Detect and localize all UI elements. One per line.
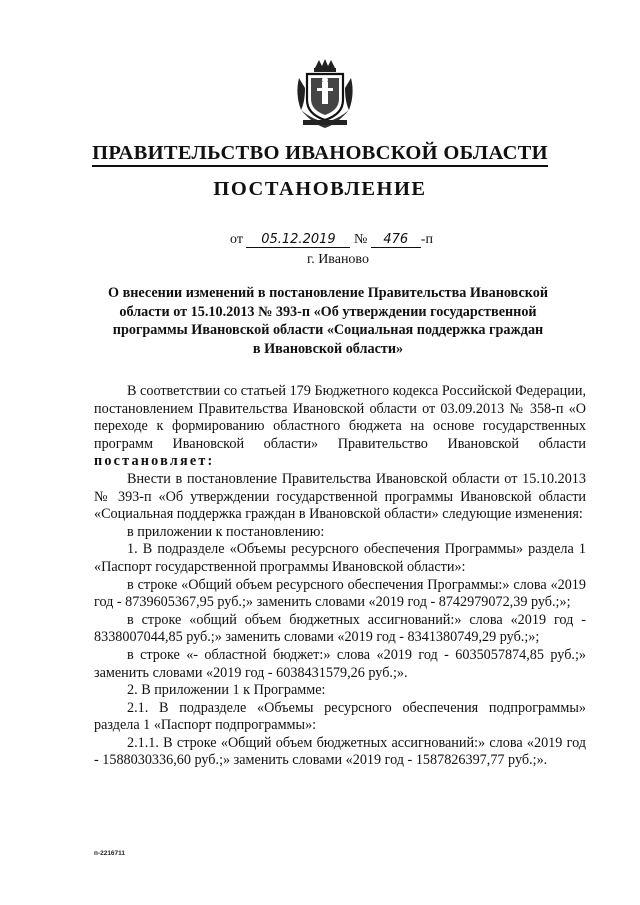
paragraph: Внести в постановление Правительства Ивановской области от 15.10.2013 № 393-п «Об утверждении государственной программы Ивановской области «Социальная поддержка граждан в Ивановской области» следующие изменения: <box>94 470 586 523</box>
paragraph: в строке «общий объем бюджетных ассигнований:» слова «2019 год - 8338007044,85 руб.;» заменить словами «2019 год - 8341380749,29 руб.;»; <box>94 611 586 646</box>
paragraph: 1. В подразделе «Объемы ресурсного обеспечения Программы» раздела 1 «Паспорт государственной программы Ивановской области»: <box>94 541 586 575</box>
document-code: п-2216711 <box>94 850 126 857</box>
paragraph: 2. В приложении 1 к Программе: <box>127 682 326 699</box>
decree-number: 476 <box>371 232 421 248</box>
paragraph: в приложении к постановлению: <box>127 523 325 540</box>
paragraph: 2.1. В подразделе «Объемы ресурсного обеспечения подпрограммы» раздела 1 «Паспорт подпрограммы»: <box>94 699 586 734</box>
from-label: от <box>230 232 243 247</box>
number-label: № <box>353 232 368 247</box>
number-suffix: -п <box>420 232 433 247</box>
coat-of-arms-icon <box>293 58 357 130</box>
document-type: ПОСТАНОВЛЕНИЕ <box>213 178 427 200</box>
paragraph: в строке «Общий объем ресурсного обеспечения Программы:» слова «2019 год - 8739605367,95 руб.;» заменить словами «2019 год - 8742979072,39 руб.;»; <box>94 576 586 611</box>
paragraph: в строке «- областной бюджет:» слова «2019 год - 6035057874,85 руб.;» заменить словами «2019 год - 6038431579,26 руб.;». <box>94 646 586 681</box>
paragraph: 2.1.1. В строке «Общий объем бюджетных ассигнований:» слова «2019 год - 1588030336,60 руб.;» заменить словами «2019 год - 1587826397,77 руб.;». <box>94 734 586 769</box>
date-number-line <box>230 232 433 248</box>
government-title: ПРАВИТЕЛЬСТВО ИВАНОВСКОЙ ОБЛАСТИ <box>0 142 640 165</box>
city: г. Иваново <box>307 252 369 267</box>
operative-word: постановляет: <box>94 453 215 470</box>
decree-subject: О внесении изменений в постановление Правительства Ивановской области от 15.10.2013 № 393-п «Об утверждении государственной программы Ивановской области «Социальная поддержка граждан в Ивановской области» <box>108 285 548 357</box>
decree-body <box>94 383 586 770</box>
decree-date: 05.12.2019 <box>246 232 350 248</box>
paragraph: В соответствии со статьей 179 Бюджетного кодекса Российской Федерации, постановлением Правительства Ивановской области от 03.09.2013 № 358-п «О переходе к формированию областного бюджета на основе государственных программ Ивановской области» Правительство Ивановской области постановляет: <box>94 383 586 470</box>
